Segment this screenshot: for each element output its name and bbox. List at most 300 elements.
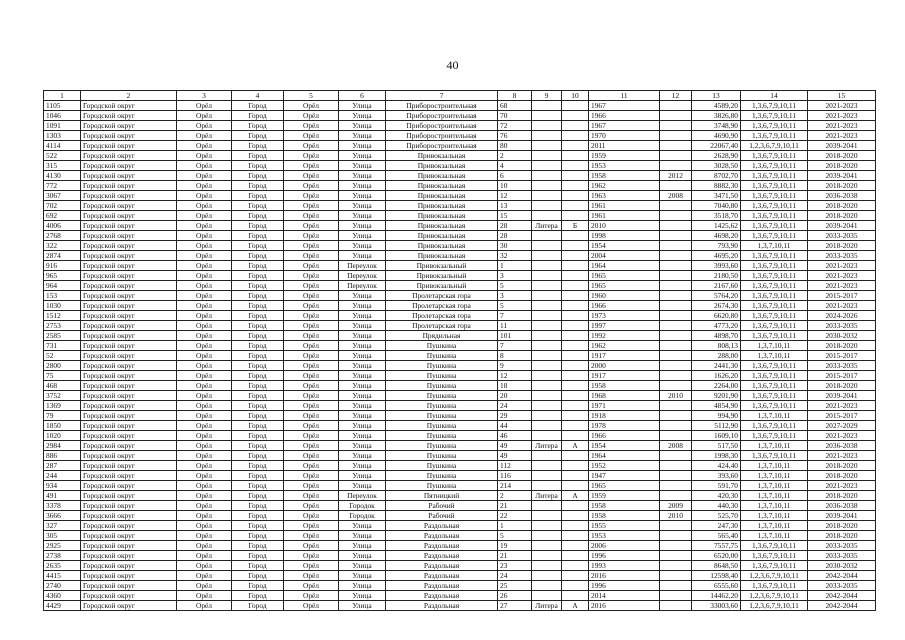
- cell-works-list: 1,3,6,7,9,10,11: [741, 301, 808, 311]
- cell-works-list: 1,3,6,7,9,10,11: [741, 151, 808, 161]
- table-row: [44, 541, 876, 551]
- cell-municipality-type: Городской округ: [81, 251, 177, 261]
- cell-municipality: Орёл: [177, 191, 232, 201]
- cell-house-number: 21: [498, 551, 532, 561]
- cell-house-number: 18: [498, 381, 532, 391]
- cell-settlement-type: Город: [232, 491, 284, 501]
- cell-repair-period: 2021-2023: [808, 261, 876, 271]
- cell-building-letter: [562, 391, 589, 401]
- cell-street-type: Улица: [339, 341, 386, 351]
- cell-build-year: 2014: [589, 591, 660, 601]
- cell-settlement-type: Город: [232, 311, 284, 321]
- cell-house-number: 10: [498, 181, 532, 191]
- cell-building-letter: [562, 411, 589, 421]
- cell-street-name: Привокзальный: [386, 281, 498, 291]
- cell-municipality-type: Городской округ: [81, 351, 177, 361]
- cell-settlement-type: Город: [232, 271, 284, 281]
- cell-street-type: Переулок: [339, 271, 386, 281]
- cell-settlement: Орёл: [284, 581, 339, 591]
- column-header-12: 12: [660, 91, 692, 101]
- cell-settlement: Орёл: [284, 521, 339, 531]
- cell-municipality-type: Городской округ: [81, 101, 177, 111]
- cell-settlement-type: Город: [232, 211, 284, 221]
- cell-house-number: 1: [498, 521, 532, 531]
- cell-municipality: Орёл: [177, 471, 232, 481]
- cell-area: 7557,75: [692, 541, 741, 551]
- cell-municipality-type: Городской округ: [81, 541, 177, 551]
- cell-settlement-type: Город: [232, 351, 284, 361]
- cell-municipality-type: Городской округ: [81, 211, 177, 221]
- cell-building-type: [532, 521, 562, 531]
- cell-municipality-type: Городской округ: [81, 591, 177, 601]
- cell-settlement-type: Город: [232, 591, 284, 601]
- cell-building-letter: [562, 181, 589, 191]
- cell-municipality-type: Городской округ: [81, 181, 177, 191]
- cell-record-id: 52: [44, 351, 81, 361]
- cell-municipality: Орёл: [177, 131, 232, 141]
- cell-settlement-type: Город: [232, 601, 284, 611]
- cell-reconstruction-year: [660, 131, 692, 141]
- cell-build-year: 1961: [589, 201, 660, 211]
- cell-street-name: Раздольная: [386, 561, 498, 571]
- cell-record-id: 731: [44, 341, 81, 351]
- cell-settlement: Орёл: [284, 411, 339, 421]
- table-row: [44, 241, 876, 251]
- cell-settlement: Орёл: [284, 441, 339, 451]
- cell-build-year: 1962: [589, 181, 660, 191]
- cell-record-id: 3378: [44, 501, 81, 511]
- cell-area: 3518,70: [692, 211, 741, 221]
- cell-building-type: [532, 151, 562, 161]
- cell-house-number: 116: [498, 471, 532, 481]
- cell-settlement-type: Город: [232, 291, 284, 301]
- cell-settlement: Орёл: [284, 561, 339, 571]
- table-row: [44, 111, 876, 121]
- cell-area: 288,00: [692, 351, 741, 361]
- cell-municipality-type: Городской округ: [81, 391, 177, 401]
- cell-municipality-type: Городской округ: [81, 571, 177, 581]
- cell-works-list: 1,3,6,7,9,10,11: [741, 221, 808, 231]
- cell-record-id: 4360: [44, 591, 81, 601]
- cell-repair-period: 2015-2017: [808, 371, 876, 381]
- cell-street-type: Улица: [339, 411, 386, 421]
- cell-street-type: Улица: [339, 171, 386, 181]
- cell-record-id: 4415: [44, 571, 81, 581]
- cell-municipality-type: Городской округ: [81, 451, 177, 461]
- cell-area: 14462,20: [692, 591, 741, 601]
- cell-house-number: 24: [498, 571, 532, 581]
- cell-repair-period: 2042-2044: [808, 601, 876, 611]
- cell-build-year: 1959: [589, 151, 660, 161]
- table-row: [44, 331, 876, 341]
- column-header-6: 6: [339, 91, 386, 101]
- cell-build-year: 1953: [589, 161, 660, 171]
- cell-reconstruction-year: [660, 491, 692, 501]
- cell-building-letter: [562, 191, 589, 201]
- cell-street-name: Привокзальная: [386, 181, 498, 191]
- cell-area: 808,13: [692, 341, 741, 351]
- cell-house-number: 6: [498, 171, 532, 181]
- cell-repair-period: 2021-2023: [808, 451, 876, 461]
- cell-reconstruction-year: [660, 291, 692, 301]
- cell-street-type: Улица: [339, 331, 386, 341]
- cell-build-year: 1964: [589, 261, 660, 271]
- cell-reconstruction-year: [660, 331, 692, 341]
- cell-municipality-type: Городской округ: [81, 471, 177, 481]
- cell-repair-period: 2015-2017: [808, 411, 876, 421]
- cell-municipality: Орёл: [177, 111, 232, 121]
- cell-area: 1998,30: [692, 451, 741, 461]
- table-row: [44, 591, 876, 601]
- cell-settlement-type: Город: [232, 391, 284, 401]
- cell-reconstruction-year: 2012: [660, 171, 692, 181]
- cell-build-year: 1954: [589, 441, 660, 451]
- cell-repair-period: 2021-2023: [808, 481, 876, 491]
- cell-works-list: 1,3,7,10,11: [741, 531, 808, 541]
- cell-municipality: Орёл: [177, 401, 232, 411]
- table-row: [44, 141, 876, 151]
- cell-repair-period: 2021-2023: [808, 111, 876, 121]
- cell-reconstruction-year: 2008: [660, 191, 692, 201]
- cell-repair-period: 2039-2041: [808, 141, 876, 151]
- cell-house-number: 21: [498, 501, 532, 511]
- table-row: [44, 401, 876, 411]
- cell-building-type: [532, 271, 562, 281]
- cell-area: 12598,40: [692, 571, 741, 581]
- cell-build-year: 1998: [589, 231, 660, 241]
- cell-settlement: Орёл: [284, 311, 339, 321]
- cell-building-type: [532, 451, 562, 461]
- cell-settlement-type: Город: [232, 281, 284, 291]
- cell-works-list: 1,3,7,10,11: [741, 491, 808, 501]
- cell-area: 4698,20: [692, 231, 741, 241]
- cell-reconstruction-year: [660, 531, 692, 541]
- cell-record-id: 2585: [44, 331, 81, 341]
- cell-works-list: 1,3,6,7,9,10,11: [741, 431, 808, 441]
- cell-municipality-type: Городской округ: [81, 241, 177, 251]
- cell-street-name: Раздольная: [386, 531, 498, 541]
- cell-house-number: 22: [498, 511, 532, 521]
- cell-street-type: Улица: [339, 121, 386, 131]
- cell-settlement-type: Город: [232, 431, 284, 441]
- cell-building-letter: [562, 361, 589, 371]
- cell-settlement: Орёл: [284, 421, 339, 431]
- cell-record-id: 2984: [44, 441, 81, 451]
- cell-street-type: Улица: [339, 571, 386, 581]
- cell-build-year: 1965: [589, 481, 660, 491]
- cell-record-id: 3666: [44, 511, 81, 521]
- cell-house-number: 32: [498, 251, 532, 261]
- cell-record-id: 79: [44, 411, 81, 421]
- cell-build-year: 1964: [589, 451, 660, 461]
- cell-settlement-type: Город: [232, 101, 284, 111]
- table-row: [44, 581, 876, 591]
- table-row: [44, 551, 876, 561]
- cell-municipality-type: Городской округ: [81, 561, 177, 571]
- cell-record-id: 2768: [44, 231, 81, 241]
- cell-house-number: 5: [498, 281, 532, 291]
- cell-street-name: Привокзальная: [386, 221, 498, 231]
- cell-building-type: [532, 411, 562, 421]
- cell-works-list: 1,3,6,7,9,10,11: [741, 161, 808, 171]
- column-header-5: 5: [284, 91, 339, 101]
- cell-municipality: Орёл: [177, 161, 232, 171]
- cell-building-letter: [562, 461, 589, 471]
- cell-build-year: 1996: [589, 581, 660, 591]
- cell-municipality: Орёл: [177, 491, 232, 501]
- table-row: [44, 461, 876, 471]
- cell-settlement-type: Город: [232, 241, 284, 251]
- cell-building-letter: [562, 471, 589, 481]
- cell-settlement-type: Город: [232, 401, 284, 411]
- cell-street-name: Рабочий: [386, 511, 498, 521]
- column-header-3: 3: [177, 91, 232, 101]
- cell-house-number: 20: [498, 391, 532, 401]
- cell-house-number: 13: [498, 201, 532, 211]
- cell-municipality: Орёл: [177, 321, 232, 331]
- cell-house-number: 49: [498, 441, 532, 451]
- cell-municipality: Орёл: [177, 591, 232, 601]
- cell-building-type: [532, 481, 562, 491]
- cell-build-year: 2011: [589, 141, 660, 151]
- cell-settlement: Орёл: [284, 381, 339, 391]
- column-header-14: 14: [741, 91, 808, 101]
- cell-reconstruction-year: [660, 101, 692, 111]
- table-row: [44, 321, 876, 331]
- cell-street-type: Улица: [339, 601, 386, 611]
- cell-municipality-type: Городской округ: [81, 141, 177, 151]
- cell-reconstruction-year: [660, 241, 692, 251]
- cell-building-type: Литера: [532, 491, 562, 501]
- cell-street-type: Улица: [339, 161, 386, 171]
- cell-street-name: Привокзальная: [386, 191, 498, 201]
- cell-house-number: 44: [498, 421, 532, 431]
- cell-settlement-type: Город: [232, 371, 284, 381]
- cell-settlement: Орёл: [284, 511, 339, 521]
- cell-repair-period: 2036-2038: [808, 441, 876, 451]
- cell-repair-period: 2018-2020: [808, 491, 876, 501]
- cell-build-year: 2010: [589, 221, 660, 231]
- cell-repair-period: 2021-2023: [808, 271, 876, 281]
- cell-repair-period: 2018-2020: [808, 241, 876, 251]
- cell-municipality: Орёл: [177, 541, 232, 551]
- cell-street-name: Пушкина: [386, 351, 498, 361]
- cell-street-name: Пушкина: [386, 371, 498, 381]
- cell-street-type: Улица: [339, 371, 386, 381]
- cell-area: 3748,90: [692, 121, 741, 131]
- cell-building-letter: Б: [562, 221, 589, 231]
- cell-build-year: 1965: [589, 271, 660, 281]
- cell-area: 440,30: [692, 501, 741, 511]
- cell-street-type: Улица: [339, 301, 386, 311]
- table-body: [44, 101, 876, 611]
- cell-reconstruction-year: 2009: [660, 501, 692, 511]
- cell-area: 517,50: [692, 441, 741, 451]
- cell-settlement-type: Город: [232, 421, 284, 431]
- cell-works-list: 1,3,6,7,9,10,11: [741, 581, 808, 591]
- cell-repair-period: 2018-2020: [808, 201, 876, 211]
- cell-settlement-type: Город: [232, 221, 284, 231]
- cell-reconstruction-year: [660, 211, 692, 221]
- cell-building-type: [532, 351, 562, 361]
- cell-record-id: 1369: [44, 401, 81, 411]
- cell-repair-period: 2021-2023: [808, 101, 876, 111]
- cell-build-year: 1958: [589, 501, 660, 511]
- cell-street-type: Улица: [339, 211, 386, 221]
- cell-build-year: 1954: [589, 241, 660, 251]
- cell-record-id: 964: [44, 281, 81, 291]
- cell-municipality-type: Городской округ: [81, 151, 177, 161]
- cell-area: 4773,20: [692, 321, 741, 331]
- cell-building-type: [532, 471, 562, 481]
- cell-street-type: Улица: [339, 481, 386, 491]
- cell-municipality: Орёл: [177, 301, 232, 311]
- cell-building-letter: А: [562, 441, 589, 451]
- column-header-2: 2: [81, 91, 177, 101]
- cell-build-year: 1963: [589, 191, 660, 201]
- cell-building-type: [532, 261, 562, 271]
- cell-municipality-type: Городской округ: [81, 221, 177, 231]
- table-row: [44, 181, 876, 191]
- cell-municipality-type: Городской округ: [81, 331, 177, 341]
- cell-works-list: 1,3,7,10,11: [741, 241, 808, 251]
- column-header-8: 8: [498, 91, 532, 101]
- table-row: [44, 501, 876, 511]
- cell-house-number: 27: [498, 601, 532, 611]
- table-row: [44, 431, 876, 441]
- cell-house-number: 28: [498, 231, 532, 241]
- cell-building-type: [532, 111, 562, 121]
- cell-works-list: 1,3,6,7,9,10,11: [741, 131, 808, 141]
- cell-building-letter: [562, 261, 589, 271]
- cell-settlement: Орёл: [284, 471, 339, 481]
- cell-building-type: [532, 431, 562, 441]
- cell-street-type: Улица: [339, 541, 386, 551]
- cell-settlement-type: Город: [232, 471, 284, 481]
- cell-building-type: [532, 161, 562, 171]
- cell-street-type: Улица: [339, 521, 386, 531]
- cell-street-type: Улица: [339, 361, 386, 371]
- cell-street-name: Раздольная: [386, 571, 498, 581]
- table-row: [44, 121, 876, 131]
- cell-street-type: Городок: [339, 501, 386, 511]
- cell-area: 420,30: [692, 491, 741, 501]
- cell-house-number: 80: [498, 141, 532, 151]
- cell-record-id: 522: [44, 151, 81, 161]
- cell-repair-period: 2018-2020: [808, 161, 876, 171]
- cell-building-letter: [562, 151, 589, 161]
- cell-settlement: Орёл: [284, 321, 339, 331]
- cell-reconstruction-year: [660, 351, 692, 361]
- cell-street-name: Пушкина: [386, 481, 498, 491]
- cell-municipality-type: Городской округ: [81, 161, 177, 171]
- cell-area: 1425,62: [692, 221, 741, 231]
- cell-municipality-type: Городской округ: [81, 511, 177, 521]
- cell-street-name: Пролетарская гора: [386, 311, 498, 321]
- cell-building-letter: [562, 321, 589, 331]
- cell-reconstruction-year: [660, 581, 692, 591]
- cell-reconstruction-year: [660, 181, 692, 191]
- cell-works-list: 1,3,6,7,9,10,11: [741, 171, 808, 181]
- cell-settlement: Орёл: [284, 571, 339, 581]
- cell-building-letter: [562, 561, 589, 571]
- cell-works-list: 1,3,7,10,11: [741, 461, 808, 471]
- cell-building-type: [532, 511, 562, 521]
- table-row: [44, 391, 876, 401]
- cell-record-id: 2925: [44, 541, 81, 551]
- cell-building-type: [532, 121, 562, 131]
- cell-municipality: Орёл: [177, 521, 232, 531]
- cell-municipality-type: Городской округ: [81, 361, 177, 371]
- cell-street-type: Улица: [339, 181, 386, 191]
- cell-building-letter: [562, 401, 589, 411]
- cell-build-year: 2006: [589, 541, 660, 551]
- cell-repair-period: 2030-2032: [808, 561, 876, 571]
- cell-record-id: 468: [44, 381, 81, 391]
- cell-street-type: Улица: [339, 101, 386, 111]
- cell-build-year: 1966: [589, 431, 660, 441]
- cell-record-id: 1046: [44, 111, 81, 121]
- cell-works-list: 1,3,7,10,11: [741, 521, 808, 531]
- cell-municipality: Орёл: [177, 361, 232, 371]
- cell-settlement: Орёл: [284, 221, 339, 231]
- cell-repair-period: 2021-2023: [808, 281, 876, 291]
- cell-reconstruction-year: [660, 281, 692, 291]
- cell-area: 4898,70: [692, 331, 741, 341]
- cell-repair-period: 2021-2023: [808, 401, 876, 411]
- cell-repair-period: 2021-2023: [808, 431, 876, 441]
- cell-settlement: Орёл: [284, 531, 339, 541]
- cell-repair-period: 2021-2023: [808, 121, 876, 131]
- cell-settlement: Орёл: [284, 391, 339, 401]
- cell-settlement-type: Город: [232, 151, 284, 161]
- cell-works-list: 1,3,7,10,11: [741, 411, 808, 421]
- cell-street-name: Раздольная: [386, 551, 498, 561]
- cell-municipality-type: Городской округ: [81, 381, 177, 391]
- table-row: [44, 151, 876, 161]
- cell-reconstruction-year: [660, 471, 692, 481]
- cell-reconstruction-year: [660, 601, 692, 611]
- cell-municipality-type: Городской округ: [81, 171, 177, 181]
- cell-house-number: 214: [498, 481, 532, 491]
- cell-reconstruction-year: [660, 541, 692, 551]
- cell-settlement-type: Город: [232, 141, 284, 151]
- column-header-13: 13: [692, 91, 741, 101]
- cell-build-year: 1952: [589, 461, 660, 471]
- cell-settlement: Орёл: [284, 161, 339, 171]
- cell-settlement: Орёл: [284, 591, 339, 601]
- column-header-15: 15: [808, 91, 876, 101]
- cell-area: 7040,80: [692, 201, 741, 211]
- cell-build-year: 1917: [589, 371, 660, 381]
- table-row: [44, 351, 876, 361]
- cell-building-type: [532, 231, 562, 241]
- cell-municipality-type: Городской округ: [81, 601, 177, 611]
- cell-build-year: 1966: [589, 301, 660, 311]
- cell-repair-period: 2033-2035: [808, 361, 876, 371]
- cell-municipality-type: Городской округ: [81, 441, 177, 451]
- cell-settlement: Орёл: [284, 281, 339, 291]
- cell-area: 3826,80: [692, 111, 741, 121]
- cell-house-number: 19: [498, 541, 532, 551]
- cell-settlement: Орёл: [284, 301, 339, 311]
- cell-area: 424,40: [692, 461, 741, 471]
- cell-municipality: Орёл: [177, 481, 232, 491]
- cell-house-number: 70: [498, 111, 532, 121]
- cell-street-type: Улица: [339, 311, 386, 321]
- cell-municipality-type: Городской округ: [81, 551, 177, 561]
- cell-reconstruction-year: [660, 361, 692, 371]
